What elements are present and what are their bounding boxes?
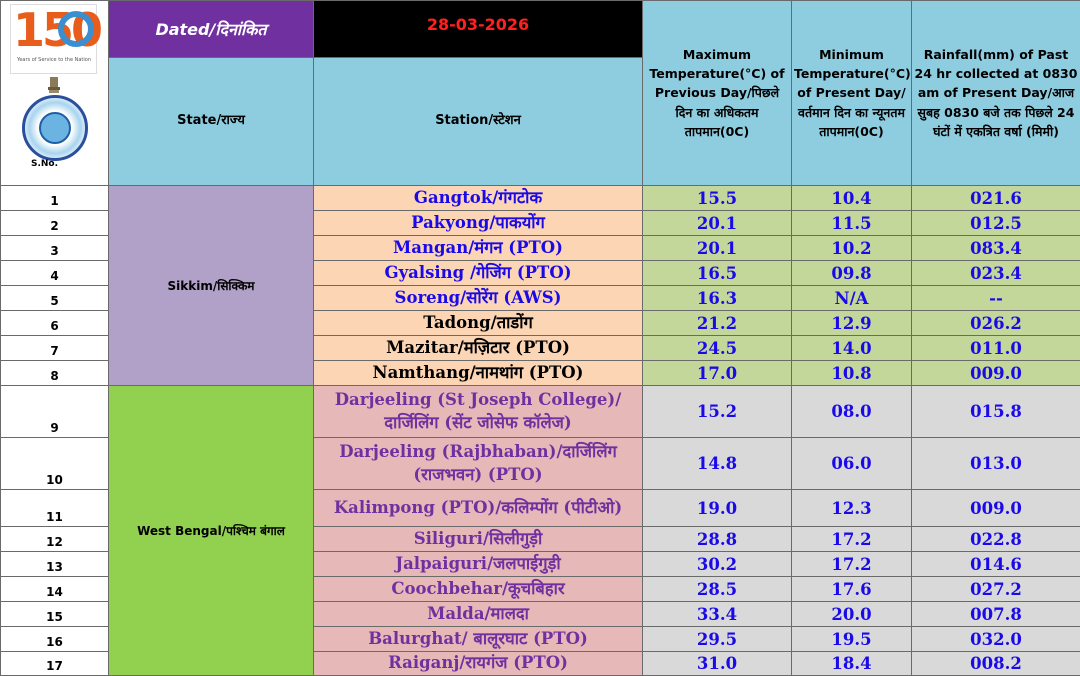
max-temp-value: 16.5 [643,261,792,286]
rainfall-value: 015.8 [912,386,1080,438]
row-sno: 9 [1,386,109,438]
min-temp-value: 12.3 [792,490,912,527]
row-sno: 16 [1,627,109,652]
station-name: Malda/मालदा [314,602,643,627]
station-name: Jalpaiguri/जलपाईगुड़ी [314,552,643,577]
row-sno: 4 [1,261,109,286]
rainfall-value: 021.6 [912,186,1080,211]
table-row [1,386,1080,438]
imd-emblem-icon [22,95,88,161]
min-temp-value: 10.2 [792,236,912,261]
min-temp-value: 10.4 [792,186,912,211]
min-temp-value: 19.5 [792,627,912,652]
row-sno: 13 [1,552,109,577]
rainfall-value: 009.0 [912,490,1080,527]
min-temp-value: N/A [792,286,912,311]
station-name: Coochbehar/कूचबिहार [314,577,643,602]
row-sno: 17 [1,652,109,676]
min-temp-value: 14.0 [792,336,912,361]
row-sno: 12 [1,527,109,552]
report-date: 28-03-2026 [314,1,643,58]
rainfall-value: 023.4 [912,261,1080,286]
station-name: Namthang/नामथांग (PTO) [314,361,643,386]
station-name: Kalimpong (PTO)/कलिम्पोंग (पीटीओ) [314,490,643,527]
rainfall-value: 009.0 [912,361,1080,386]
station-name: Gyalsing /गेजिंग (PTO) [314,261,643,286]
max-temp-value: 19.0 [643,490,792,527]
row-sno: 5 [1,286,109,311]
station-header: Station/स्टेशन [314,58,643,186]
max-temp-header: Maximum Temperature(°C) of Previous Day/पिछले दिन का अधिकतम तापमान(0C) [643,1,792,186]
rainfall-value: 014.6 [912,552,1080,577]
rainfall-value: 032.0 [912,627,1080,652]
row-sno: 1 [1,186,109,211]
rainfall-value: 013.0 [912,438,1080,490]
station-name: Darjeeling (St Joseph College)/दार्जिलिंग (सेंट जोसेफ कॉलेज) [314,386,643,438]
row-sno: 11 [1,490,109,527]
state-header: State/राज्य [109,58,314,186]
min-temp-value: 09.8 [792,261,912,286]
row-sno: 14 [1,577,109,602]
station-name: Tadong/ताडोंग [314,311,643,336]
min-temp-header: Minimum Temperature(°C) of Present Day/वर्तमान दिन का न्यूनतम तापमान(0C) [792,1,912,186]
rainfall-value: 026.2 [912,311,1080,336]
row-sno: 6 [1,311,109,336]
min-temp-value: 11.5 [792,211,912,236]
logo-tagline: Years of Service to the Nation [16,57,92,63]
rainfall-value: 027.2 [912,577,1080,602]
max-temp-value: 14.8 [643,438,792,490]
max-temp-value: 20.1 [643,211,792,236]
station-name: Mangan/मंगन (PTO) [314,236,643,261]
max-temp-value: 24.5 [643,336,792,361]
rainfall-value: 022.8 [912,527,1080,552]
max-temp-value: 28.8 [643,527,792,552]
table-row [1,186,1080,211]
min-temp-value: 06.0 [792,438,912,490]
rainfall-value: 008.2 [912,652,1080,676]
min-temp-value: 08.0 [792,386,912,438]
row-sno: 7 [1,336,109,361]
logo-ring-icon [58,11,94,47]
logo-150-number: 150 [13,3,101,57]
station-name: Raiganj/रायगंज (PTO) [314,652,643,676]
sno-header: S.No. [31,159,59,169]
station-name: Gangtok/गंगटोक [314,186,643,211]
max-temp-value: 20.1 [643,236,792,261]
station-name: Darjeeling (Rajbhaban)/दार्जिलिंग (राजभवन) (PTO) [314,438,643,490]
rainfall-value: 011.0 [912,336,1080,361]
row-sno: 3 [1,236,109,261]
station-name: Pakyong/पाकयोंग [314,211,643,236]
min-temp-value: 18.4 [792,652,912,676]
max-temp-value: 21.2 [643,311,792,336]
max-temp-value: 17.0 [643,361,792,386]
rainfall-value: 007.8 [912,602,1080,627]
min-temp-value: 10.8 [792,361,912,386]
row-sno: 8 [1,361,109,386]
dated-label: Dated/दिनांकित [109,1,314,58]
national-emblem-icon [47,75,61,95]
min-temp-value: 17.2 [792,527,912,552]
min-temp-value: 17.6 [792,577,912,602]
max-temp-value: 30.2 [643,552,792,577]
max-temp-value: 15.2 [643,386,792,438]
row-sno: 10 [1,438,109,490]
state-west-bengal: West Bengal/पश्चिम बंगाल [109,386,314,676]
min-temp-value: 12.9 [792,311,912,336]
min-temp-value: 17.2 [792,552,912,577]
rainfall-value: 012.5 [912,211,1080,236]
max-temp-value: 29.5 [643,627,792,652]
max-temp-value: 28.5 [643,577,792,602]
logo-cell [1,1,109,186]
state-sikkim: Sikkim/सिक्किम [109,186,314,386]
imd-150-years-logo [10,3,101,74]
min-temp-value: 20.0 [792,602,912,627]
station-name: Siliguri/सिलीगुड़ी [314,527,643,552]
rainfall-header: Rainfall(mm) of Past 24 hr collected at 0830 am of Present Day/आज सुबह 0830 बजे तक पिछले 24 घंटों में एकत्रित वर्षा (मिमी) [912,1,1080,186]
rainfall-value: 083.4 [912,236,1080,261]
max-temp-value: 33.4 [643,602,792,627]
max-temp-value: 15.5 [643,186,792,211]
row-sno: 2 [1,211,109,236]
station-name: Mazitar/मज़िटार (PTO) [314,336,643,361]
rainfall-value: -- [912,286,1080,311]
station-name: Balurghat/ बालूरघाट (PTO) [314,627,643,652]
max-temp-value: 16.3 [643,286,792,311]
max-temp-value: 31.0 [643,652,792,676]
station-name: Soreng/सोरेंग (AWS) [314,286,643,311]
row-sno: 15 [1,602,109,627]
